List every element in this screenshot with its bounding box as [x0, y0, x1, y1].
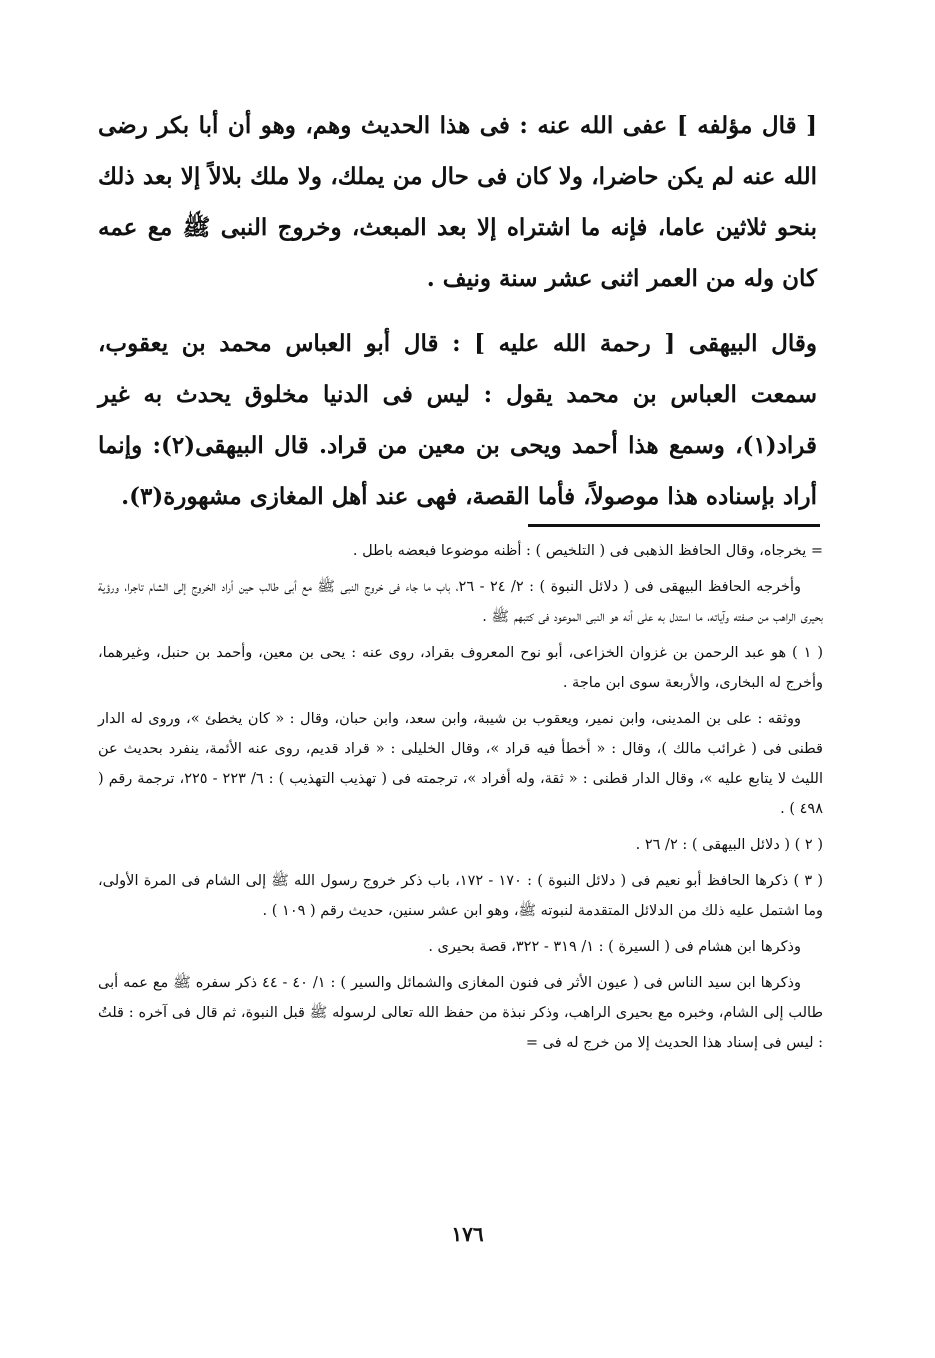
footnote-3: ( ٣ ) ذكرها الحافظ أبو نعيم فى ( دلائل النبوة ) : ١٧٠ - ١٧٢، باب ذكر خروج رسول الله ﷺ إلى الشام فى المرة الأولى، وما اشتمل عليه ذلك من الدلائل المتقدمة لنبوته ﷺ، وهو ابن عشر سنين، حديث رقم ( ١٠٩ ) .	[98, 873, 823, 919]
page-number: ١٧٦	[451, 1222, 484, 1246]
footnote-dalail-reference: وأخرجه الحافظ البيهقى فى ( دلائل النبوة ) : ٢/ ٢٤ - ٢٦، باب ما جاء فى خروج النبى ﷺ مع أبى طالب حين أراد الخروج إلى الشام تاجرا، ورؤية بحيرى الراهب من صفته وآياته، ما استدل به على أنه هو النبى الموعود فى كتبهم ﷺ .	[98, 579, 823, 625]
footnote-separator	[528, 524, 820, 527]
footnotes	[98, 536, 823, 1058]
main-text	[98, 100, 817, 522]
main-paragraph-2: وقال البيهقى [ رحمة الله عليه ] : قال أبو العباس محمد بن يعقوب، سمعت العباس بن محمد يقول : ليس فى الدنيا مخلوق يحدث به غير قراد(١)، وسمع هذا أحمد ويحى بن معين من قراد. قال البيهقى(٢): وإنما أراد بإسناده هذا موصولاً، فأما القصة، فهى عند أهل المغازى مشهورة(٣).	[98, 330, 817, 510]
footnote-2: ( ٢ ) ( دلائل البيهقى ) : ٢/ ٢٦ .	[635, 837, 823, 853]
main-paragraph-1: [ قال مؤلفه ] عفى الله عنه : فى هذا الحديث وهم، وهو أن أبا بكر رضى الله عنه لم يكن حاضرا، ولا كان فى حال من يملك، ولا ملك بلالاً إلا بعد ذلك بنحو ثلاثين عاما، فإنه ما اشتراه إلا بعد المبعث، وخروج النبى ﷺ مع عمه كان وله من العمر اثنى عشر سنة ونيف .	[98, 112, 817, 292]
footnote-3-ibn-hisham: وذكرها ابن هشام فى ( السيرة ) : ١/ ٣١٩ - ٣٢٢، قصة بحيرى .	[428, 939, 801, 955]
footnote-continuation: = يخرجاه، وقال الحافظ الذهبى فى ( التلخيص ) : أظنه موضوعا فبعضه باطل .	[352, 543, 823, 559]
footnote-1-tawthiq: ووثقه : على بن المدينى، وابن نمير، ويعقوب بن شيبة، وابن سعد، وابن حبان، وقال : « كان يخطئ »، وروى له الدار قطنى فى ( غرائب مالك )، وقال : « أخطأ فيه قراد »، وقال الخليلى : « قراد قديم، روى عنه الأئمة، ينفرد بحديث عن الليث لا يتابع عليه »، وقال الدار قطنى : « ثقة، وله أفراد »، ترجمته فى ( تهذيب التهذيب ) : ٦/ ٢٢٣ - ٢٢٥، ترجمة رقم ( ٤٩٨ ) .	[98, 711, 823, 817]
footnote-1: ( ١ ) هو عبد الرحمن بن غزوان الخزاعى، أبو نوح المعروف بقراد، روى عنه : يحى بن معين، وأحمد بن حنبل، وغيرهما، وأخرج له البخارى، والأربعة سوى ابن ماجة .	[98, 645, 823, 691]
footnote-3-ibn-sayyid: وذكرها ابن سيد الناس فى ( عيون الأثر فى فنون المغازى والشمائل والسير ) : ١/ ٤٠ - ٤٤ ذكر سفره ﷺ مع عمه أبى طالب إلى الشام، وخبره مع بحيرى الراهب، وذكر نبذة من حفظ الله تعالى لرسوله ﷺ قبل النبوة، ثم قال فى آخره : قلتُ : ليس فى إسناد هذا الحديث إلا من خرج له فى =	[98, 975, 823, 1051]
